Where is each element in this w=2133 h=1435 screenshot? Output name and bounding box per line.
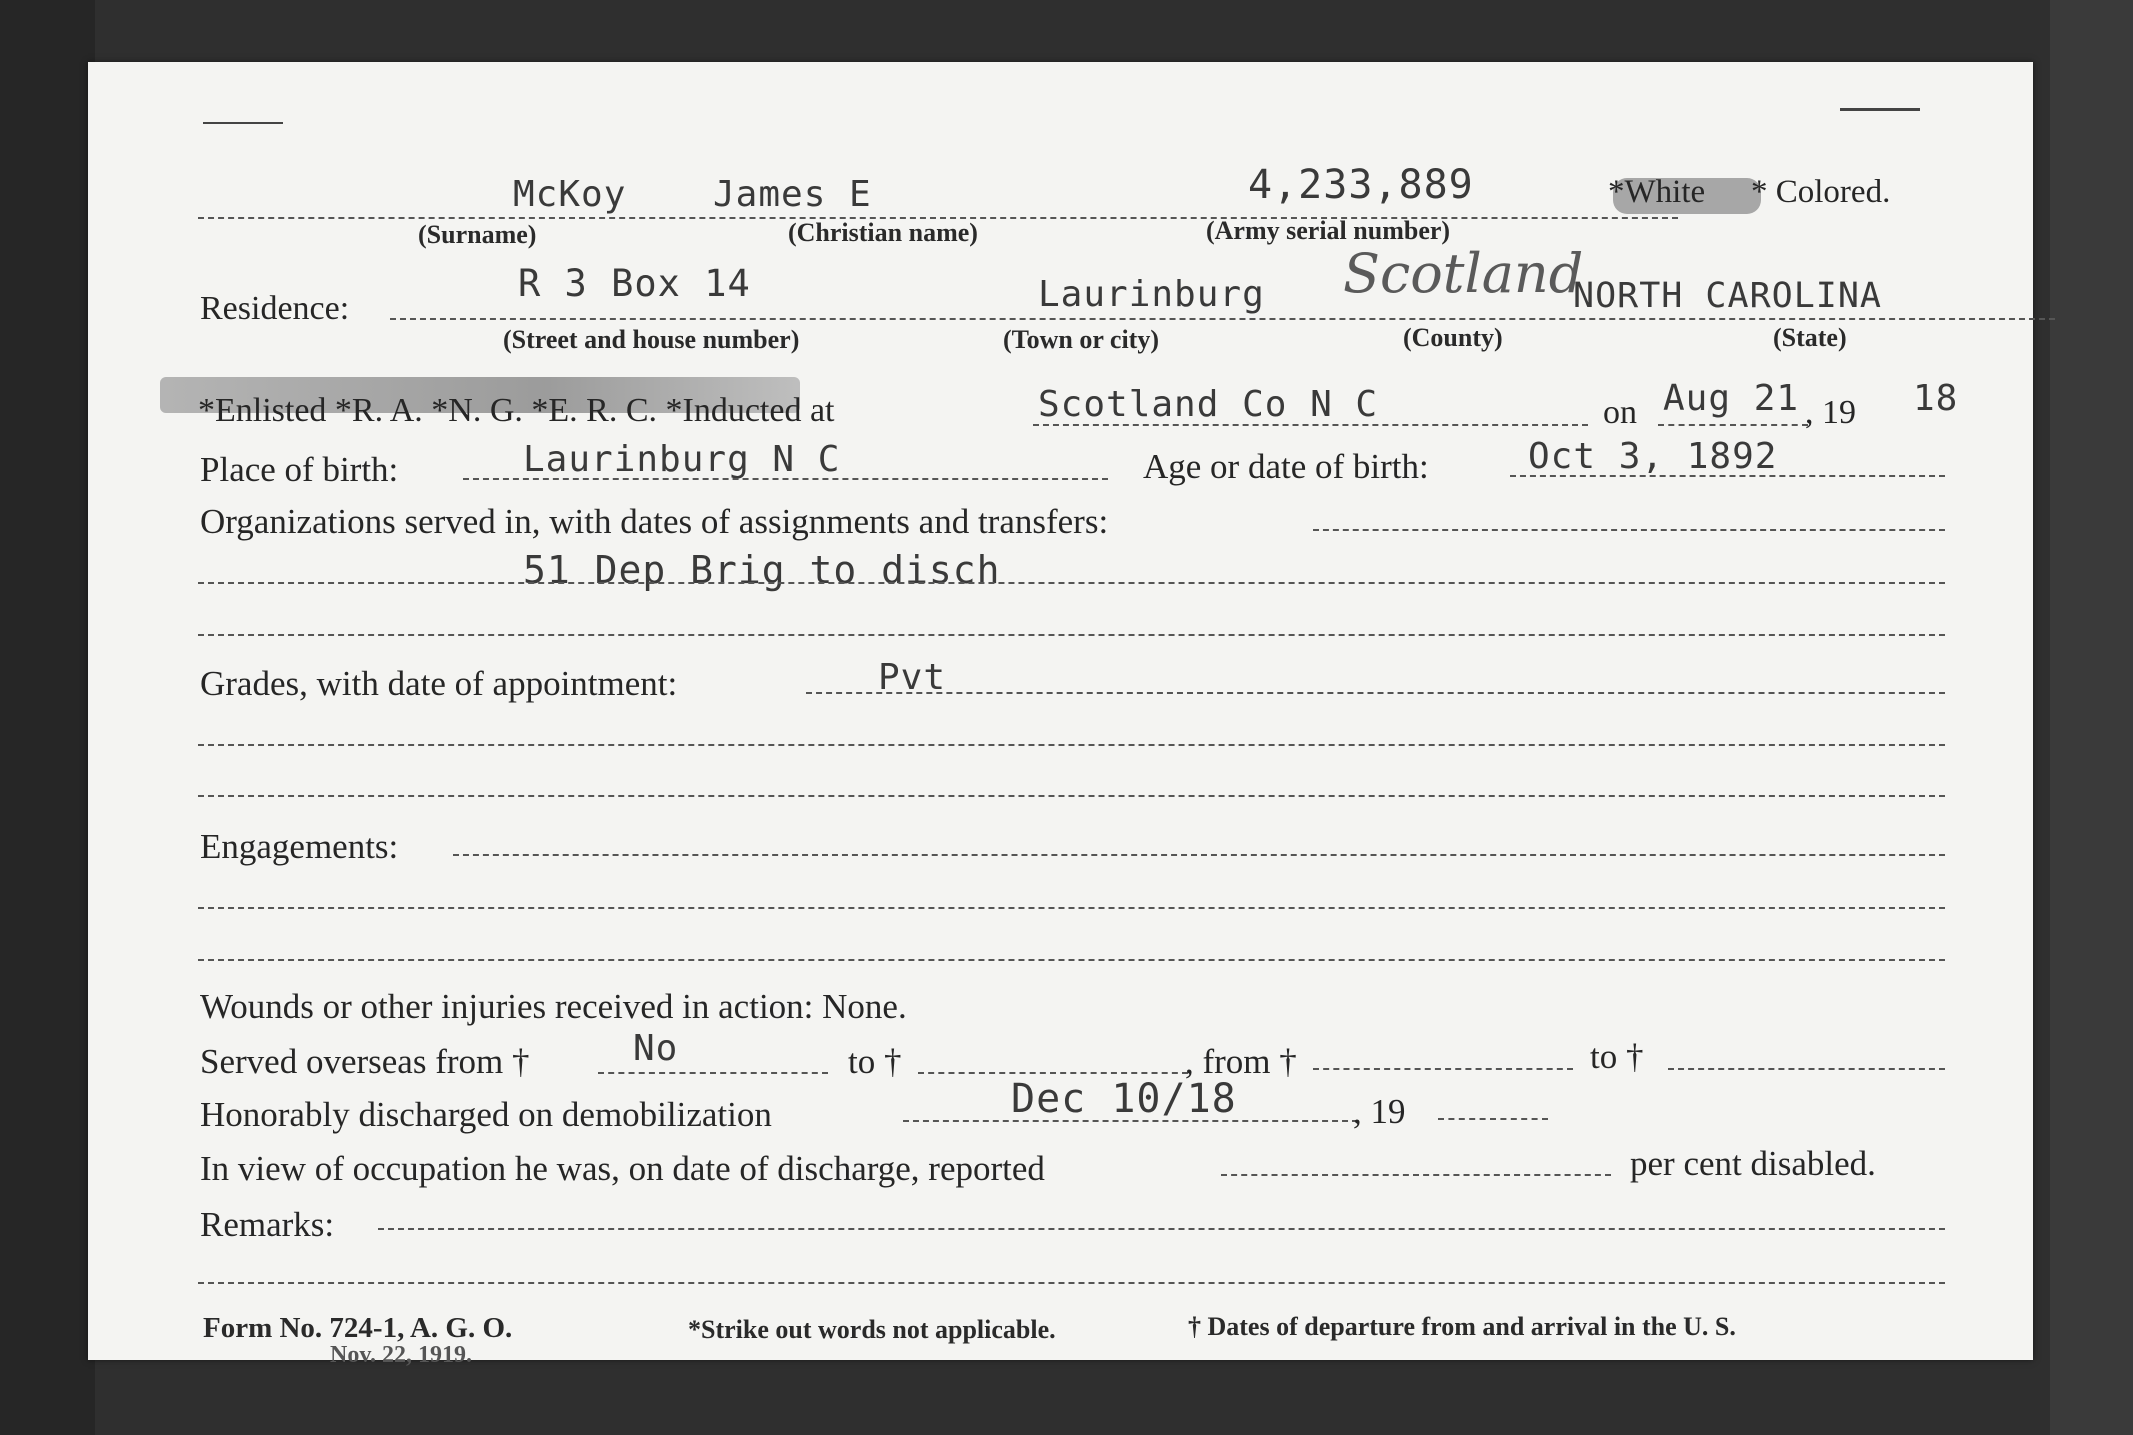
town-caption: (Town or city) bbox=[1003, 325, 1159, 354]
form-date: Nov. 22, 1919. bbox=[330, 1342, 473, 1368]
overseas-value: No bbox=[633, 1028, 679, 1069]
grades-value: Pvt bbox=[878, 657, 947, 698]
overseas-to-1: to † bbox=[848, 1042, 902, 1081]
race-colored: * Colored. bbox=[1751, 174, 1891, 210]
year-prefix: , 19 bbox=[1805, 394, 1856, 431]
christian-name-caption: (Christian name) bbox=[788, 218, 978, 247]
footnote-dates: † Dates of departure from and arrival in the U. S. bbox=[1188, 1312, 1736, 1341]
organizations-line-3 bbox=[198, 634, 1945, 636]
town-value: Laurinburg bbox=[1038, 274, 1265, 315]
inducted-date-line bbox=[1658, 424, 1808, 426]
grades-line-2 bbox=[198, 744, 1945, 746]
inducted-year-value: 18 bbox=[1913, 378, 1959, 419]
discharge-year-line bbox=[1438, 1118, 1548, 1120]
street-value: R 3 Box 14 bbox=[518, 262, 751, 305]
birthdate-value: Oct 3, 1892 bbox=[1528, 436, 1778, 477]
grades-line-1 bbox=[806, 692, 1945, 694]
discharge-year-suffix: , 19 bbox=[1353, 1092, 1406, 1131]
overseas-to2-line bbox=[1668, 1068, 1945, 1070]
overseas-from-2: , from † bbox=[1185, 1042, 1297, 1081]
birthplace-line bbox=[463, 478, 1108, 480]
inducted-place-value: Scotland Co N C bbox=[1038, 384, 1379, 425]
organizations-value: 51 Dep Brig to disch bbox=[523, 548, 1001, 592]
county-value: Scotland bbox=[1343, 242, 1584, 305]
top-right-rule bbox=[1840, 108, 1920, 111]
serial-number-caption: (Army serial number) bbox=[1206, 216, 1451, 245]
residence-line bbox=[390, 318, 2055, 320]
race-white: *White bbox=[1608, 174, 1706, 210]
enlisted-label: *Enlisted *R. A. *N. G. *E. R. C. *Inducted at bbox=[198, 392, 835, 429]
engagements-line-3 bbox=[198, 959, 1945, 961]
overseas-from2-line bbox=[1313, 1068, 1573, 1070]
wounds-label: Wounds or other injuries received in action: None. bbox=[200, 987, 907, 1026]
birthplace-label: Place of birth: bbox=[200, 450, 399, 489]
overseas-to-2: to † bbox=[1590, 1037, 1644, 1076]
service-record-card bbox=[88, 62, 2033, 1368]
form-number: Form No. 724-1, A. G. O. bbox=[203, 1312, 513, 1344]
organizations-line-1 bbox=[1313, 529, 1945, 531]
remarks-line-1 bbox=[378, 1228, 1945, 1230]
engagements-line-2 bbox=[198, 907, 1945, 909]
on-label: on bbox=[1603, 394, 1637, 431]
inducted-date-value: Aug 21 bbox=[1663, 378, 1800, 419]
organizations-label: Organizations served in, with dates of assignments and transfers: bbox=[200, 502, 1109, 541]
residence-label: Residence: bbox=[200, 290, 350, 327]
overseas-label: Served overseas from † bbox=[200, 1042, 530, 1081]
grades-label: Grades, with date of appointment: bbox=[200, 664, 678, 703]
footnote-strike: *Strike out words not applicable. bbox=[688, 1315, 1056, 1344]
state-caption: (State) bbox=[1773, 323, 1847, 352]
disability-label: In view of occupation he was, on date of discharge, reported bbox=[200, 1149, 1045, 1188]
remarks-line-2 bbox=[198, 1282, 1945, 1284]
surname-value: McKoy bbox=[513, 174, 627, 215]
top-left-rule bbox=[203, 122, 283, 124]
birthdate-label: Age or date of birth: bbox=[1143, 447, 1429, 486]
overseas-to-line bbox=[918, 1072, 1188, 1074]
surname-caption: (Surname) bbox=[418, 220, 537, 249]
scan-background-right bbox=[2050, 0, 2133, 1435]
discharge-date-value: Dec 10/18 bbox=[1011, 1076, 1237, 1122]
scan-background-left bbox=[0, 0, 95, 1435]
grades-line-3 bbox=[198, 795, 1945, 797]
street-caption: (Street and house number) bbox=[503, 325, 800, 354]
disability-suffix: per cent disabled. bbox=[1630, 1144, 1876, 1183]
inducted-place-line bbox=[1033, 424, 1588, 426]
christian-name-value: James E bbox=[713, 174, 872, 215]
organizations-line-2 bbox=[198, 582, 1945, 584]
disability-line bbox=[1221, 1174, 1611, 1176]
birthdate-line bbox=[1510, 475, 1945, 477]
discharge-label: Honorably discharged on demobilization bbox=[200, 1095, 772, 1134]
serial-number-value: 4,233,889 bbox=[1248, 162, 1474, 208]
discharge-line bbox=[903, 1120, 1358, 1122]
state-value: NORTH CAROLINA bbox=[1573, 276, 1883, 316]
engagements-line-1 bbox=[453, 854, 1945, 856]
overseas-from-line bbox=[598, 1072, 828, 1074]
engagements-label: Engagements: bbox=[200, 827, 399, 866]
remarks-label: Remarks: bbox=[200, 1205, 335, 1244]
county-caption: (County) bbox=[1403, 323, 1503, 352]
birthplace-value: Laurinburg N C bbox=[523, 439, 841, 480]
